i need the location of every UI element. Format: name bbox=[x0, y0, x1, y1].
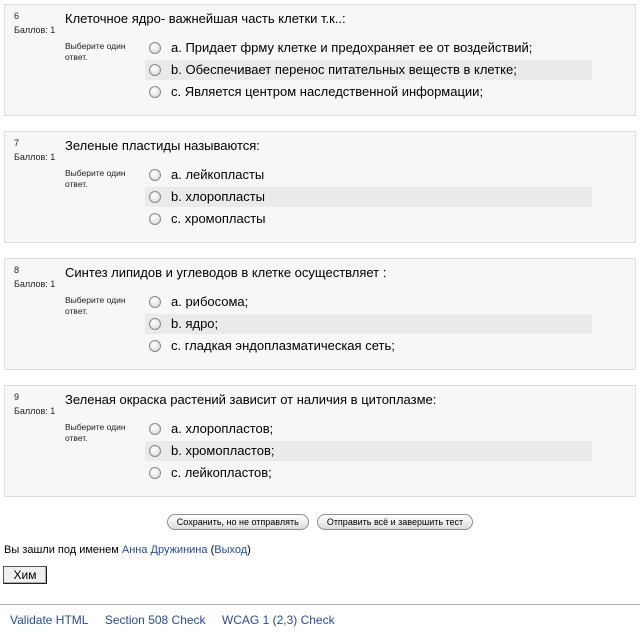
login-info bbox=[4, 544, 251, 556]
validate-html-link[interactable]: Validate HTML bbox=[10, 613, 89, 627]
answer-option-b[interactable] bbox=[145, 60, 592, 80]
answer-label[interactable]: c. Является центром наследственной информации; bbox=[171, 84, 484, 99]
course-home-button[interactable]: Хим bbox=[3, 566, 47, 584]
answer-label[interactable]: a. Придает фрму клетке и предохраняет ее от воздействий; bbox=[171, 40, 533, 55]
wcag-check-link[interactable]: WCAG 1 (2,3) Check bbox=[221, 613, 335, 627]
radio-button[interactable] bbox=[149, 467, 161, 479]
login-prefix: Вы зашли под именем bbox=[4, 544, 122, 556]
question-7 bbox=[4, 131, 636, 243]
answer-option-c[interactable] bbox=[145, 336, 592, 356]
question-number: 8 bbox=[14, 265, 20, 275]
answer-prompt: Выберите один ответ. bbox=[65, 41, 126, 62]
answer-option-b[interactable] bbox=[145, 441, 592, 461]
question-text: Синтез липидов и углеводов в клетке осуществляет : bbox=[65, 265, 387, 280]
question-grade: Баллов: 1 bbox=[14, 25, 56, 35]
answer-label[interactable]: b. хромопластов; bbox=[171, 443, 275, 458]
radio-button[interactable] bbox=[149, 340, 161, 352]
answer-label[interactable]: b. ядро; bbox=[171, 316, 219, 331]
login-open-paren: ( bbox=[207, 544, 215, 556]
answer-list bbox=[145, 38, 592, 104]
answer-prompt: Выберите один ответ. bbox=[65, 295, 126, 316]
footer-divider bbox=[0, 604, 640, 605]
submit-all-button[interactable]: Отправить всё и завершить тест bbox=[317, 514, 473, 530]
question-grade: Баллов: 1 bbox=[14, 406, 56, 416]
user-profile-link[interactable]: Анна Дружинина bbox=[121, 544, 208, 556]
question-number: 9 bbox=[14, 392, 20, 402]
answer-option-c[interactable] bbox=[145, 463, 592, 483]
radio-button[interactable] bbox=[149, 169, 161, 181]
question-number: 7 bbox=[14, 138, 20, 148]
answer-label[interactable]: a. лейкопласты bbox=[171, 167, 265, 182]
answer-list bbox=[145, 292, 592, 358]
answer-label[interactable]: c. хромопласты bbox=[171, 211, 266, 226]
question-grade: Баллов: 1 bbox=[14, 152, 56, 162]
radio-button[interactable] bbox=[149, 296, 161, 308]
answer-label[interactable]: a. хлоропластов; bbox=[171, 421, 274, 436]
answer-label[interactable]: c. гладкая эндоплазматическая сеть; bbox=[171, 338, 395, 353]
submit-button-row bbox=[0, 514, 640, 530]
radio-button[interactable] bbox=[149, 423, 161, 435]
answer-prompt: Выберите один ответ. bbox=[65, 168, 126, 189]
answer-list bbox=[145, 419, 592, 485]
section-508-link[interactable]: Section 508 Check bbox=[104, 613, 206, 627]
radio-button[interactable] bbox=[149, 213, 161, 225]
radio-button[interactable] bbox=[149, 64, 161, 76]
answer-option-a[interactable] bbox=[145, 38, 592, 58]
answer-label[interactable]: a. рибосома; bbox=[171, 294, 249, 309]
radio-button[interactable] bbox=[149, 445, 161, 457]
answer-option-c[interactable] bbox=[145, 209, 592, 229]
question-grade: Баллов: 1 bbox=[14, 279, 56, 289]
answer-option-b[interactable] bbox=[145, 187, 592, 207]
login-close-paren: ) bbox=[247, 544, 251, 556]
question-number: 6 bbox=[14, 11, 20, 21]
radio-button[interactable] bbox=[149, 191, 161, 203]
answer-prompt: Выберите один ответ. bbox=[65, 422, 126, 443]
question-9 bbox=[4, 385, 636, 497]
question-text: Клеточное ядро- важнейшая часть клетки т.к..: bbox=[65, 11, 346, 26]
question-8 bbox=[4, 258, 636, 370]
answer-label[interactable]: b. Обеспечивает перенос питательных веществ в клетке; bbox=[171, 62, 517, 77]
answer-option-b[interactable] bbox=[145, 314, 592, 334]
answer-list bbox=[145, 165, 592, 231]
save-without-submit-button[interactable]: Сохранить, но не отправлять bbox=[167, 514, 309, 530]
question-6 bbox=[4, 4, 636, 116]
question-text: Зеленая окраска растений зависит от наличия в цитоплазме: bbox=[65, 392, 437, 407]
answer-option-c[interactable] bbox=[145, 82, 592, 102]
radio-button[interactable] bbox=[149, 42, 161, 54]
answer-option-a[interactable] bbox=[145, 292, 592, 312]
footer-links bbox=[10, 613, 348, 627]
radio-button[interactable] bbox=[149, 86, 161, 98]
answer-label[interactable]: c. лейкопластов; bbox=[171, 465, 272, 480]
radio-button[interactable] bbox=[149, 318, 161, 330]
question-text: Зеленые пластиды называются: bbox=[65, 138, 260, 153]
answer-option-a[interactable] bbox=[145, 165, 592, 185]
answer-option-a[interactable] bbox=[145, 419, 592, 439]
answer-label[interactable]: b. хлоропласты bbox=[171, 189, 266, 204]
logout-link[interactable]: Выход bbox=[214, 544, 248, 556]
